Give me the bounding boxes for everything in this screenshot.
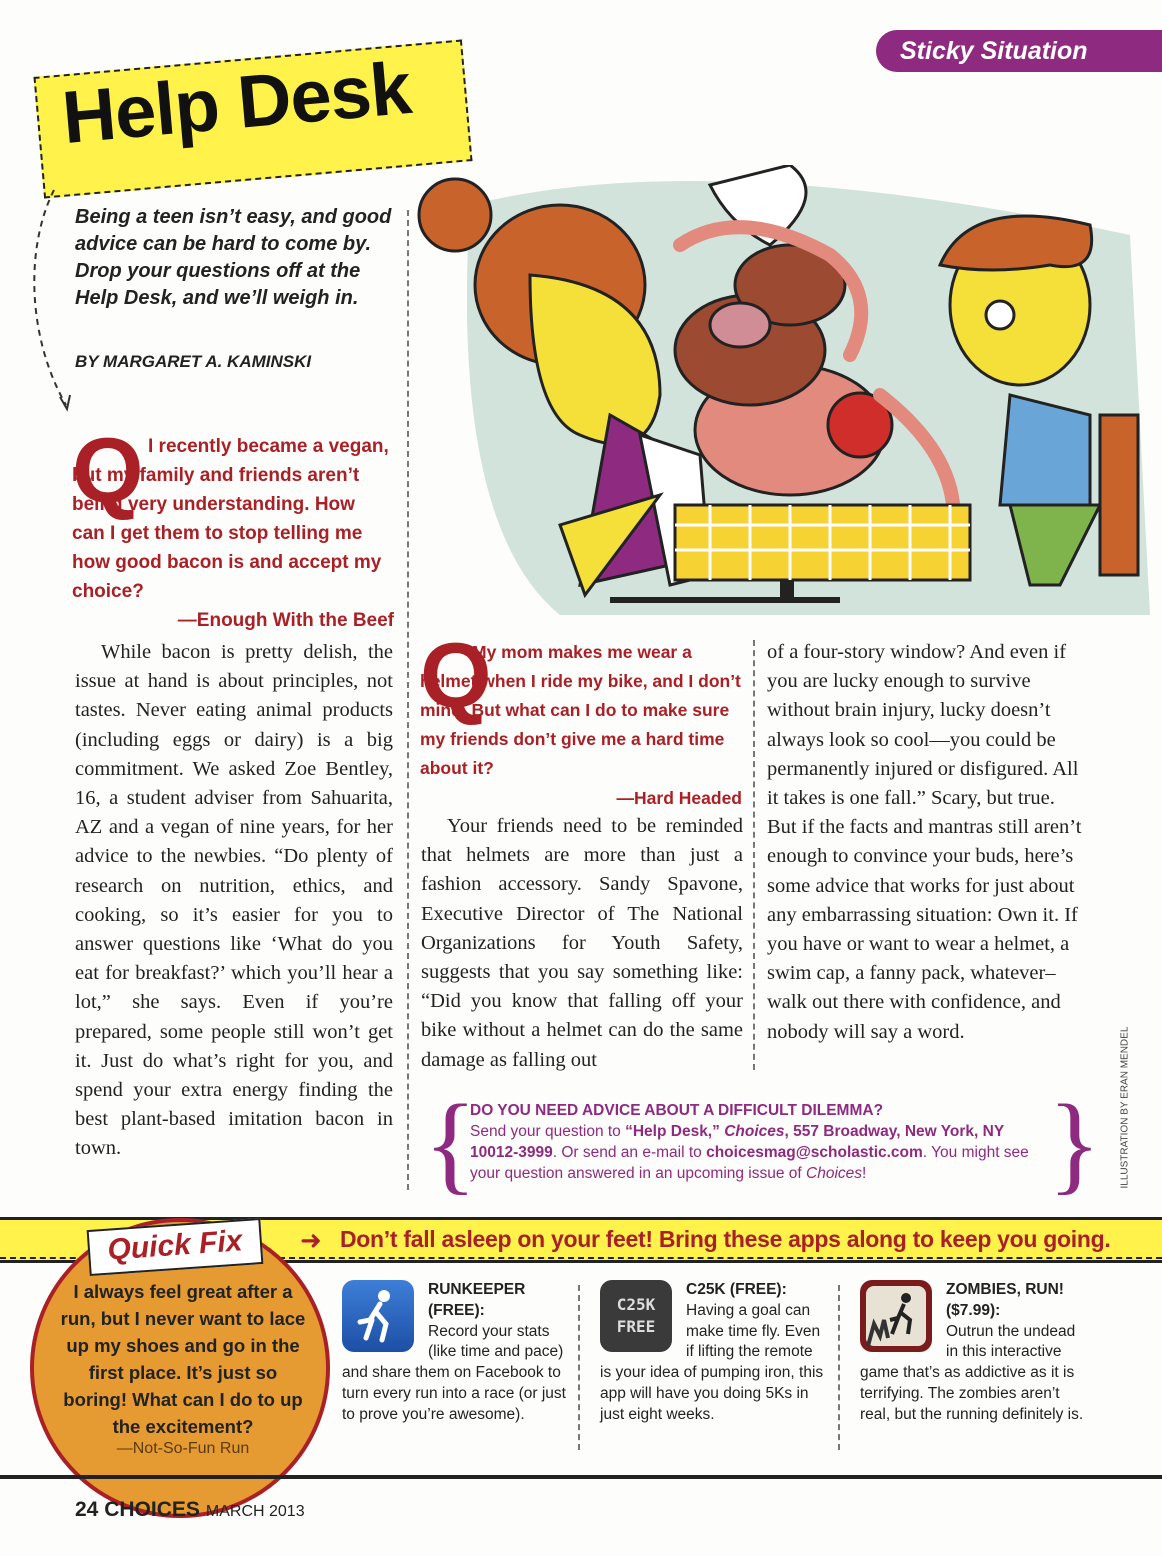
q2-drop-letter: Q (420, 625, 492, 727)
q2-question: My mom makes me wear a helmet when I ride my bike, and I don’t mind. But what can I do to make sure my friends don’t give me a hard time about it? (420, 642, 741, 778)
quick-fix-banner-text: Don’t fall asleep on your feet! Bring these apps along to keep you going. (340, 1226, 1111, 1252)
arrow-right-icon: ➜ (300, 1226, 322, 1256)
app-runkeeper (342, 1280, 568, 1426)
q1-answer: While bacon is pretty delish, the issue at hand is about principles, not tastes. Never eating animal products (including eggs or dairy) is a big commitment. We asked Zoe Bentley, 16, a student adviser from Sahuarita, AZ and a vegan of nine years, for her advice to the newbies. “Do plenty of research on nutrition, ethics, and cooking, so it’s easier for you to answer questions like ‘What do you eat for breakfast?’ which you’ll hear a lot,” she says. Even if you’re prepared, some people still won’t get it. Just do what’s right for you, and spend your extra energy finding the best plant-based imitation bacon in town. (75, 641, 393, 1160)
q1-drop-letter: Q (72, 420, 144, 522)
bottom-rule (0, 1475, 1162, 1479)
c25k-icon: C25K FREE (600, 1280, 672, 1352)
app-divider (838, 1285, 840, 1450)
quick-fix-question: I always feel great after a run, but I never want to lace up my shoes and go in the first place. It’s just so boring! What can I do to up the excitement? (60, 1281, 306, 1437)
app-name: ZOMBIES, RUN! ($7.99): (946, 1281, 1064, 1319)
q1-question-text: I recently became a vegan, but my family and friends aren’t being very understanding. How can I get them to stop telling me how good bacon is and accept my choice? (72, 436, 389, 602)
runner-icon (342, 1280, 414, 1352)
q1-signature: —Enough With the Beef (177, 610, 394, 631)
q2-signature: —Hard Headed (616, 788, 742, 808)
q1-question (72, 432, 390, 606)
app-name: RUNKEEPER (FREE): (428, 1281, 526, 1319)
q2-answer-part2: of a four-story window? And even if you are lucky enough to survive without brain injury, lucky doesn’t always look so cool—you could be permanently injured or disfigured. All it takes is one fall.” Scary, but true. But if the facts and mantras still aren’t enough to convince your buds, here’s some advice that works for just about any embarrassing situation: Own it. If you have or want to wear a helmet, a swim cap, a fanny pack, whatever– walk out there with confidence, and nobody will say a word. (767, 641, 1082, 1043)
byline: BY MARGARET A. KAMINSKI (75, 352, 312, 371)
right-brace: } (1048, 1082, 1101, 1204)
zombie-icon (860, 1280, 932, 1352)
quick-fix-label: Quick Fix (87, 1218, 264, 1276)
deck-text: Being a teen isn’t easy, and good advice can be hard to come by. Drop your questions off at the Help Desk, and we’ll weigh in. (75, 206, 392, 309)
column-divider (753, 640, 755, 1070)
app-name: C25K (FREE): (686, 1281, 787, 1298)
left-brace: { (424, 1082, 477, 1204)
section-tab: Sticky Situation (876, 30, 1162, 72)
dashed-arrow-icon (26, 185, 76, 415)
app-description: Outrun the undead in this interactive game that’s as addictive as it is terrifying. The zombies aren’t real, but the running definitely is. (860, 1322, 1084, 1423)
family-dinner-illustration (410, 165, 1160, 615)
column-divider (407, 210, 409, 1190)
advice-email[interactable]: choicesmag@scholastic.com (706, 1144, 923, 1161)
app-divider (578, 1285, 580, 1450)
page-title: Help Desk (59, 45, 414, 160)
quick-fix-signature: —Not-So-Fun Run (116, 1440, 250, 1457)
advice-heading: DO YOU NEED ADVICE ABOUT A DIFFICULT DILEMMA? (470, 1102, 884, 1119)
folio: 24 CHOICES MARCH 2013 (75, 1498, 305, 1521)
app-description: Record your stats (like time and pace) and share them on Facebook to turn every run into a race (or just to prove you’re awesome). (342, 1322, 566, 1423)
app-zombies-run (860, 1280, 1086, 1426)
advice-body: Send your question to “Help Desk,” Choices, 557 Broadway, New York, NY 10012-3999. Or send an e-mail to choicesmag@scholastic.com. You might see your question answered in an upcoming issue of Choices! (470, 1123, 1029, 1182)
illustration-credit: ILLUSTRATION BY ERAN MENDEL (1119, 1026, 1131, 1189)
app-description: Having a goal can make time fly. Even if lifting the remote is your idea of pumping iron, this app will have you doing 5Ks in just eight weeks. (600, 1301, 824, 1423)
q2-answer-part1: Your friends need to be reminded that helmets are more than just a fashion accessory. Sandy Spavone, Executive Director of The National Organizations for Youth Safety, suggests that you say something like: “Did you know that falling off your bike without a helmet can do the same damage as falling out (421, 815, 743, 1071)
app-c25k (600, 1280, 826, 1426)
advice-box (470, 1100, 1050, 1184)
